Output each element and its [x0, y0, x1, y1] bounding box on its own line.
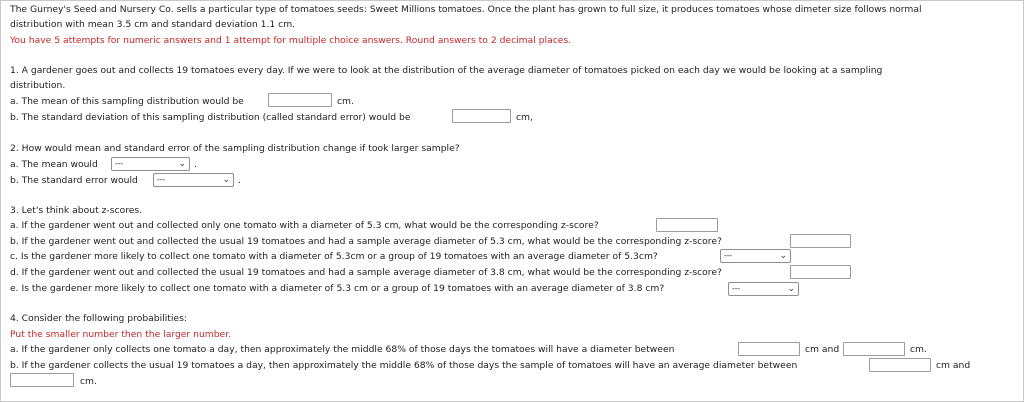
q2b-select-value: ---	[157, 175, 166, 184]
q4a-unit: cm.	[910, 344, 927, 355]
q3e-label: e. Is the gardener more likely to collect one tomato with a diameter of 5.3 cm or a group of 19 tomatoes with an average diameter of 3.8 cm?	[10, 283, 665, 294]
q3b-label: b. If the gardener went out and collected the usual 19 tomatoes and had a sample average diameter of 5.3 cm, what would be the corresponding z-score?	[10, 236, 722, 247]
q3c-select-value: ---	[724, 251, 733, 260]
q3e-likelihood-select[interactable]	[728, 282, 799, 296]
q1a-unit: cm.	[337, 96, 354, 107]
q1b-unit: cm,	[516, 112, 533, 123]
q4a-mid-text: cm and	[805, 344, 840, 355]
q3d-label: d. If the gardener went out and collected the usual 19 tomatoes and had a sample average diameter of 3.8 cm, what would be the corresponding z-score?	[10, 267, 722, 278]
q1-text-line-2: distribution.	[10, 80, 66, 91]
q4b-lower-bound-input[interactable]	[869, 358, 931, 372]
chevron-down-icon: ⌄	[222, 175, 230, 185]
q3a-label: a. If the gardener went out and collected only one tomato with a diameter of 5.3 cm, what would be the corresponding z-score?	[10, 220, 599, 231]
q4a-label: a. If the gardener only collects one tomato a day, then approximately the middle 68% of those days the tomatoes will have a diameter between	[10, 344, 675, 355]
q1b-label: b. The standard deviation of this sampling distribution (called standard error) would be	[10, 112, 411, 123]
q3a-z-score-input[interactable]	[656, 218, 718, 232]
attempts-note: You have 5 attempts for numeric answers and 1 attempt for multiple choice answers. Round answers to 2 decimal places.	[10, 35, 572, 46]
q2b-label: b. The standard error would	[10, 175, 138, 186]
q2a-label: a. The mean would	[10, 159, 98, 170]
q4a-lower-bound-input[interactable]	[738, 342, 800, 356]
q2a-period: .	[194, 159, 197, 170]
q2-text: 2. How would mean and standard error of the sampling distribution change if took larger sample?	[10, 143, 460, 154]
q4-text: 4. Consider the following probabilities:	[10, 313, 187, 324]
intro-line-1: The Gurney's Seed and Nursery Co. sells a particular type of tomatoes seeds: Sweet Millions tomatoes. Once the plant has grown to full size, it produces tomatoes whose dimeter size follows normal	[10, 4, 922, 15]
q3d-z-score-input[interactable]	[790, 265, 851, 279]
q4b-upper-bound-input[interactable]	[10, 373, 74, 387]
q3b-z-score-input[interactable]	[790, 234, 851, 248]
q4b-mid-text: cm and	[936, 360, 971, 371]
q3c-likelihood-select[interactable]	[720, 249, 791, 263]
q2b-standard-error-select[interactable]	[153, 173, 234, 187]
chevron-down-icon: ⌄	[779, 251, 787, 261]
q1a-label: a. The mean of this sampling distribution would be	[10, 96, 244, 107]
q3-text: 3. Let's think about z-scores.	[10, 205, 143, 216]
q1-text-line-1: 1. A gardener goes out and collects 19 tomatoes every day. If we were to look at the distribution of the average diameter of tomatoes picked on each day we would be looking at a sampling	[10, 65, 883, 76]
chevron-down-icon: ⌄	[178, 159, 186, 169]
q1b-standard-error-input[interactable]	[452, 109, 511, 123]
q2a-mean-select[interactable]	[111, 157, 190, 171]
q4-note: Put the smaller number then the larger number.	[10, 329, 232, 340]
q2b-period: .	[238, 175, 241, 186]
q3e-select-value: ---	[732, 284, 741, 293]
q2a-select-value: ---	[115, 159, 124, 168]
q4a-upper-bound-input[interactable]	[843, 342, 905, 356]
q3c-label: c. Is the gardener more likely to collect one tomato with a diameter of 5.3cm or a group of 19 tomatoes with an average diameter of 5.3cm?	[10, 251, 658, 262]
q4b-label: b. If the gardener collects the usual 19 tomatoes a day, then approximately the middle 68% of those days the sample of tomatoes will have an average diameter between	[10, 360, 798, 371]
q1a-mean-input[interactable]	[268, 93, 332, 107]
q4b-unit: cm.	[80, 376, 97, 387]
intro-line-2: distribution with mean 3.5 cm and standard deviation 1.1 cm.	[10, 19, 296, 30]
chevron-down-icon: ⌄	[787, 284, 795, 294]
